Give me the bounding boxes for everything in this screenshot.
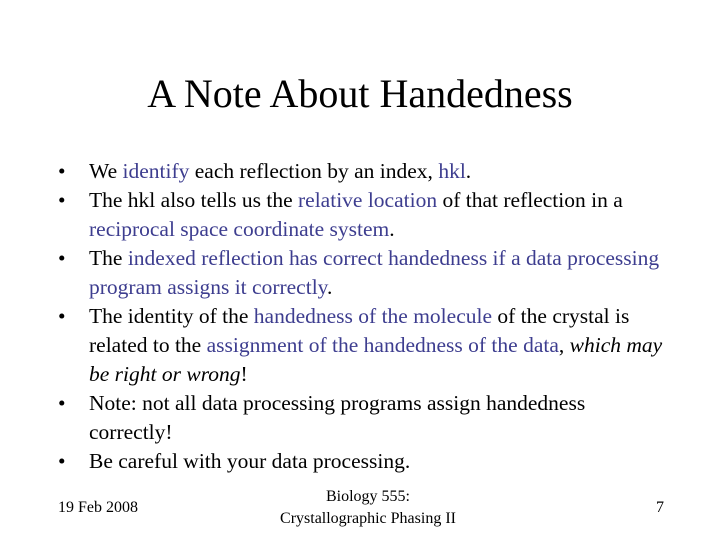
bullet-text: Note: not all data processing programs assign handedness correctly! bbox=[89, 391, 586, 444]
bullet-text: of the crystal is related to the bbox=[89, 304, 630, 357]
bullet-marker: • bbox=[58, 188, 66, 212]
bullet-marker: • bbox=[58, 159, 66, 183]
bullet-list bbox=[58, 157, 668, 476]
highlighted-text: reciprocal space coordinate system bbox=[89, 217, 390, 241]
highlighted-text: indexed reflection has correct handedness if a data processing program assigns it correctly bbox=[89, 246, 660, 299]
bullet-marker: • bbox=[58, 449, 66, 473]
bullet-item bbox=[58, 302, 668, 389]
bullet-marker: • bbox=[58, 304, 66, 328]
bullet-text: . bbox=[389, 217, 395, 241]
bullet-item bbox=[58, 447, 668, 476]
slide-title: A Note About Handedness bbox=[147, 71, 573, 116]
bullet-item bbox=[58, 389, 668, 447]
bullet-item bbox=[58, 186, 668, 244]
bullet-text: of that reflection in a bbox=[437, 188, 623, 212]
bullet-item bbox=[58, 244, 668, 302]
bullet-marker: • bbox=[58, 246, 66, 270]
italic-text: which may be right or wrong bbox=[89, 333, 663, 386]
bullet-text: ! bbox=[240, 362, 248, 386]
footer-page-number: 7 bbox=[656, 499, 664, 516]
bullet-marker: • bbox=[58, 391, 66, 415]
highlighted-text: handedness of the molecule bbox=[253, 304, 493, 328]
bullet-text: . bbox=[327, 275, 333, 299]
bullet-text: , bbox=[558, 333, 570, 357]
highlighted-text: relative location bbox=[298, 188, 438, 212]
bullet-text: each reflection by an index, bbox=[189, 159, 439, 183]
bullet-text: The bbox=[89, 246, 128, 270]
highlighted-text: assignment of the handedness of the data bbox=[206, 333, 559, 357]
bullet-text: . bbox=[465, 159, 472, 183]
bullet-text: Be careful with your data processing. bbox=[89, 449, 411, 473]
bullet-text: The hkl also tells us the bbox=[89, 188, 298, 212]
footer-course bbox=[250, 486, 486, 530]
highlighted-text: hkl bbox=[438, 159, 466, 183]
bullet-item bbox=[58, 157, 668, 186]
footer-course-line1: Biology 555: bbox=[325, 488, 410, 505]
bullet-text: We bbox=[89, 159, 123, 183]
footer-course-line2: Crystallographic Phasing II bbox=[280, 510, 456, 527]
highlighted-text: identify bbox=[122, 159, 190, 183]
footer-date: 19 Feb 2008 bbox=[58, 499, 138, 516]
bullet-text: The identity of the bbox=[89, 304, 254, 328]
